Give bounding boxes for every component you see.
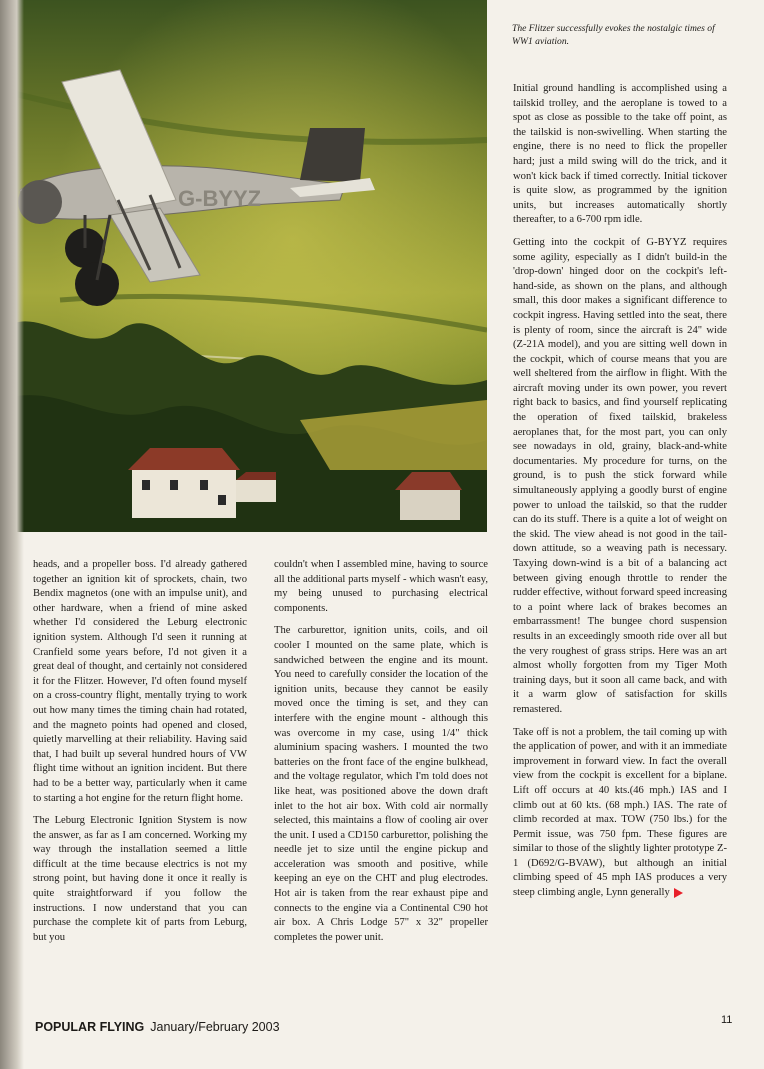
column-1: [33, 558, 247, 953]
paragraph: The Leburg Electronic Ignition Stystem is now the answer, as far as I am concerned. Working my way through the installation seemed a little difficult at the time because electrics is not my strong point, but having done it once it really is quite straightforward if you follow the instructions. I now understand that you can purchase the complete kit of parts from Leburg, but you: [33, 815, 247, 943]
page-gutter-shadow: [0, 0, 24, 1069]
page-number: 11: [721, 1014, 733, 1026]
paragraph: Initial ground handling is accomplished using a tailskid trolley, and the aeroplane is towed to a spot as close as possible to the take off point, as the tailskid is non-swivelling. When starting the engine, there is no need to flick the propeller hard; just a mild swing will do the trick, and it won't kick back if timed correctly. Initial tickover is quite slow, as programmed by the ignition units, but increases automatically shortly thereafter, to a 6-700 rpm idle.: [513, 83, 727, 226]
magazine-name: POPULAR FLYING: [35, 1020, 145, 1034]
paragraph-last: [513, 726, 727, 901]
continue-arrow-icon: [674, 888, 683, 898]
paragraph: The carburettor, ignition units, coils, and oil cooler I mounted on the same plate, which is sandwiched between the engine and its mount. You need to carefully consider the location of the ignition units, because they cannot be easily moved once the timing is set, and they can interfere with the engine mount - although this was overcome in my case, using 1/4" thick aluminium spacing washers. I mounted the two batteries on the front face of the engine bulkhead, and the voltage regulator, which I'm told does not like heat, was positioned above the down draft inlet to the hot air box. With cold air normally selected, this maintains a flow of cooling air over the unit. I used a CD150 carburettor, polishing the needle jet to size until the engine pickup and acceleration was smooth and positive, while keeping an eye on the CHT and plug electrodes. Hot air is taken from the rear exhaust pipe and connects to the engine via a Continental C90 hot air box. A Chris Lodge 57" x 32" propeller completes the power unit.: [274, 625, 488, 943]
paragraph: couldn't when I assembled mine, having to source all the additional parts myself - which wasn't easy, my being unused to purchasing electrical components.: [274, 559, 488, 614]
photo-caption: The Flitzer successfully evokes the nostalgic times of WW1 aviation.: [512, 23, 715, 47]
paragraph: heads, and a propeller boss. I'd already gathered together an ignition kit of sprockets, chain, two Bendix magnetos (one with an impulse unit), and other hardware, when a friend of mine asked whether I'd considered the Leburg electronic ignition system. Although I'd seen it running at Cranfield some years before, I'd not given it a great deal of thought, and certainly not considered it for the Flitzer. However, I'd often found myself on a cross-country flight, mentally trying to work out how many times the timing chain had rotated, and the magneto points had opened and closed, quietly marvelling at their reliability. Having said that, I had built up several hundred hours of VW flight time without an ignition incident. But there had to be a better way, particularly when it came to starting a hot engine for the return flight home.: [33, 559, 247, 804]
paragraph: Getting into the cockpit of G-BYYZ requires some agility, especially as I didn't build-in the 'drop-down' hinged door on the cockpit's left-hand-side, as shown on the plans, and although small, this door makes a significant difference to cockpit ingress. Having settled into the seat, there is plenty of room, since the aircraft is 24" wide (Z-21A model), and you are sitting well down in the cockpit, which of course means that you are well sheltered from the airflow in flight. With the aircraft moving under its own power, you revert right back to basics, and find yourself replicating the operation of fixed tailskid, brakeless aeroplanes that, for the most part, you can only see nowadays in old, grainy, black-and-white documentaries. My procedure for turns, on the ground, is to push the stick forward while simultaneously applying a goodly burst of engine power to unload the tailskid, so that the rudder can do its stuff. There is a quite a lot of weight on the skid. The view ahead is not good in the tail-down attitude, so a weaving path is necessary. Taxying down-wind is a bit of a balancing act between giving enough throttle to render the rudder effective, without forward speed increasing to a point where lack of brakes becomes an embarrassment! The bungee chord suspension results in an exceedingly smooth ride over all but the very roughest of grass strips. Here was an art almost wholly forgotten from my Tiger Moth training days, but it soon all came back, and with it a warm glow of satisfaction for skills remastered.: [513, 236, 727, 715]
aircraft-photo: [0, 0, 487, 532]
column-2: [274, 558, 488, 953]
aircraft-registration: G-BYYZ: [178, 186, 262, 211]
issue-date: January/February 2003: [150, 1020, 280, 1034]
column-3: [513, 82, 727, 909]
running-footer: [35, 1020, 280, 1034]
paragraph-text: Take off is not a problem, the tail coming up with the application of power, and with it an immediate improvement in forward view. In fact the overall view from the cockpit is excellent for a biplane. Lift off occurs at 40 kts.(46 mph.) IAS and I climb out at 60 kts. (68 mph.) IAS. The rate of climb recorded at max. TOW (750 lbs.) for the Permit issue, was 750 fpm. These figures are similar to those of the slightly lighter prototype Z-1 (D692/G-BVAW), but although an initial climbing speed of 45 mph IAS produces a very steep climbing angle, Lynn generally: [513, 726, 727, 899]
